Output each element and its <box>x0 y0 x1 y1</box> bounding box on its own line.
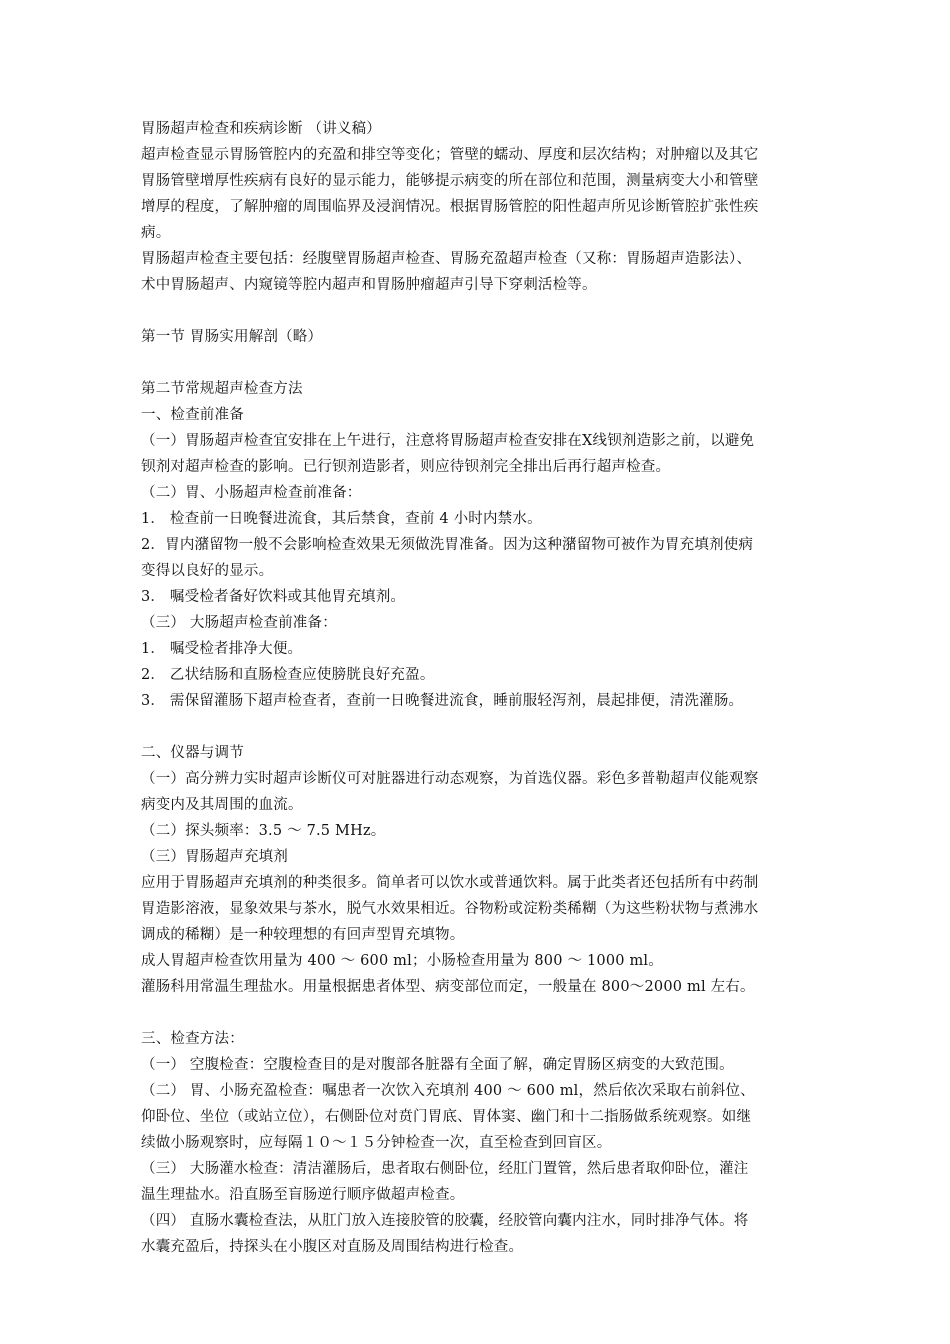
paragraph-line: 胃造影溶液，显象效果与茶水，脱气水效果相近。谷物粉或淀粉类稀糊（为这些粉状物与煮沸水 <box>141 901 759 917</box>
paragraph-line: 温生理盐水。沿直肠至盲肠逆行顺序做超声检查。 <box>141 1187 465 1203</box>
paragraph-line: 调成的稀糊）是一种较理想的有回声型胃充填物。 <box>141 927 465 943</box>
paragraph-line: （四） 直肠水囊检查法，从肛门放入连接胶管的胶囊，经胶管向囊内注水，同时排净气体。将 <box>141 1213 749 1229</box>
list-item: 3． 需保留灌肠下超声检查者，查前一日晚餐进流食，睡前服轻泻剂，晨起排便，清洗灌肠。 <box>141 693 744 709</box>
paragraph-line: （三） 大肠超声检查前准备： <box>141 615 337 631</box>
spacer <box>141 714 811 740</box>
paragraph-line: （二）探头频率：3.5 ～ 7.5 MHz。 <box>141 823 386 839</box>
list-item: 1． 嘱受检者排净大便。 <box>141 641 303 657</box>
paragraph-line: 灌肠科用常温生理盐水。用量根据患者体型、病变部位而定，一般量在 800～2000 ml 左右。 <box>141 979 755 995</box>
intro-line: 病。 <box>141 225 171 241</box>
paragraph-line: （三）胃肠超声充填剂 <box>141 849 288 865</box>
list-item: 变得以良好的显示。 <box>141 563 274 579</box>
paragraph-line: （二）胃、小肠超声检查前准备： <box>141 485 362 501</box>
intro-line: 术中胃肠超声、内窥镜等腔内超声和胃肠肿瘤超声引导下穿刺活检等。 <box>141 277 597 293</box>
paragraph-line: 应用于胃肠超声充填剂的种类很多。简单者可以饮水或普通饮料。属于此类者还包括所有中药制 <box>141 875 759 891</box>
section2-heading: 第二节常规超声检查方法 <box>141 381 303 397</box>
paragraph-line: （一）高分辨力实时超声诊断仪可对脏器进行动态观察，为首选仪器。彩色多普勒超声仪能观察 <box>141 771 759 787</box>
paragraph-line: 成人胃超声检查饮用量为 400 ～ 600 ml；小肠检查用量为 800 ～ 1000 ml。 <box>141 953 663 969</box>
paragraph-line: 仰卧位、坐位（或站立位），右侧卧位对贲门胃底、胃体窦、幽门和十二指肠做系统观察。如继 <box>141 1109 752 1125</box>
paragraph-line: （一） 空腹检查：空腹检查目的是对腹部各脏器有全面了解，确定胃肠区病变的大致范围。 <box>141 1057 734 1073</box>
section1-heading: 第一节 胃肠实用解剖（略） <box>141 329 323 345</box>
intro-line: 增厚的程度，了解肿瘤的周围临界及浸润情况。根据胃肠管腔的阳性超声所见诊断管腔扩张性疾 <box>141 199 759 215</box>
subsection-heading: 一、检查前准备 <box>141 407 244 423</box>
spacer <box>141 1000 811 1026</box>
paragraph-line: （二） 胃、小肠充盈检查：嘱患者一次饮入充填剂 400 ～ 600 ml，然后依次采取右前斜位、 <box>141 1083 755 1099</box>
paragraph-line: 钡剂对超声检查的影响。已行钡剂造影者，则应待钡剂完全排出后再行超声检查。 <box>141 459 671 475</box>
subsection-heading: 三、检查方法： <box>141 1031 244 1047</box>
paragraph-line: 水囊充盈后，持探头在小腹区对直肠及周围结构进行检查。 <box>141 1239 524 1255</box>
document-title: 胃肠超声检查和疾病诊断 （讲义稿） <box>141 121 382 137</box>
subsection-heading: 二、仪器与调节 <box>141 745 244 761</box>
spacer <box>141 350 811 376</box>
list-item: 2．胃内潴留物一般不会影响检查效果无须做洗胃准备。因为这种潴留物可被作为胃充填剂使病 <box>141 537 754 553</box>
list-item: 1． 检查前一日晚餐进流食，其后禁食，查前 4 小时内禁水。 <box>141 511 542 527</box>
intro-line: 胃肠管壁增厚性疾病有良好的显示能力，能够提示病变的所在部位和范围，测量病变大小和管壁 <box>141 173 759 189</box>
paragraph-line: （一）胃肠超声检查宜安排在上午进行，注意将胃肠超声检查安排在X线钡剂造影之前，以避免 <box>141 433 755 449</box>
list-item: 3． 嘱受检者备好饮料或其他胃充填剂。 <box>141 589 406 605</box>
document-page <box>141 116 811 1260</box>
spacer <box>141 298 811 324</box>
paragraph-line: 病变内及其周围的血流。 <box>141 797 303 813</box>
intro-line: 超声检查显示胃肠管腔内的充盈和排空等变化；管壁的蠕动、厚度和层次结构；对肿瘤以及其它 <box>141 147 759 163</box>
intro-line: 胃肠超声检查主要包括：经腹壁胃肠超声检查、胃肠充盈超声检查（又称：胃肠超声造影法）、 <box>141 251 752 267</box>
paragraph-line: （三） 大肠灌水检查：清洁灌肠后，患者取右侧卧位，经肛门置管，然后患者取仰卧位，灌注 <box>141 1161 749 1177</box>
paragraph-line: 续做小肠观察时，应每隔１０～１５分钟检查一次，直至检查到回盲区。 <box>141 1135 612 1151</box>
list-item: 2． 乙状结肠和直肠检查应使膀胱良好充盈。 <box>141 667 435 683</box>
